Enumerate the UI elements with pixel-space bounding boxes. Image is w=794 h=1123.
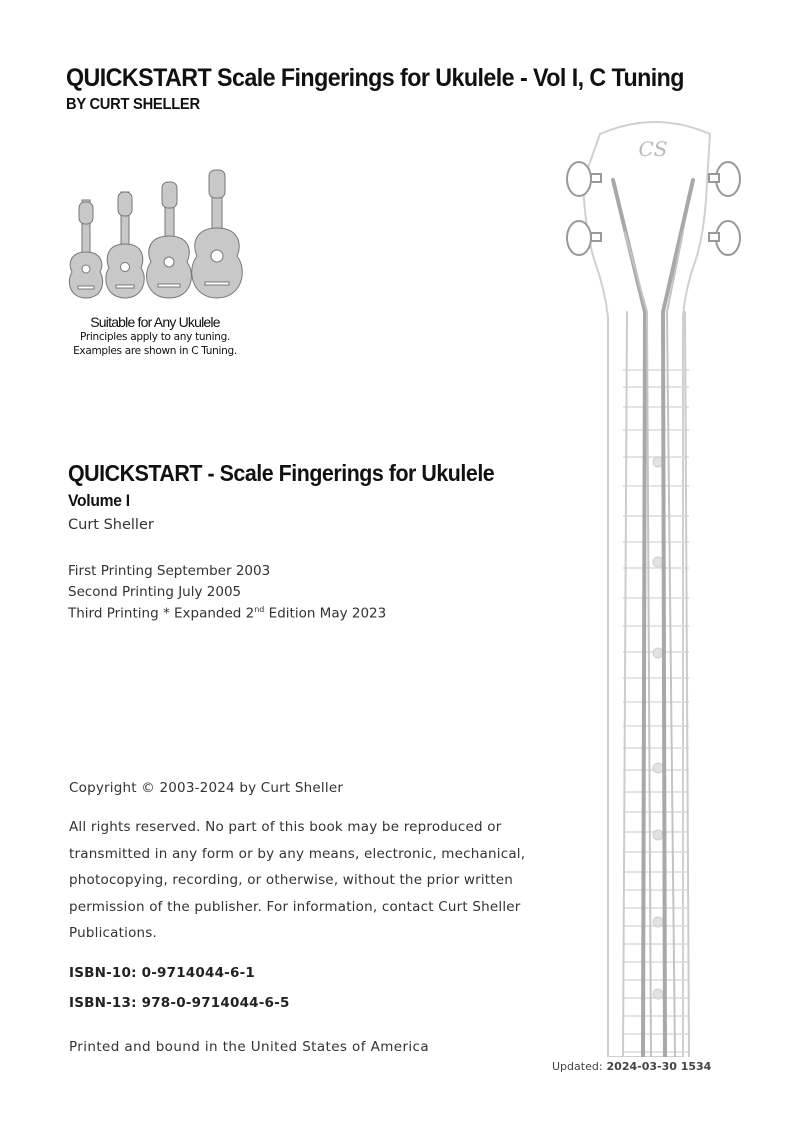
printing-third-sup: nd (254, 605, 265, 614)
printing-third (68, 605, 386, 622)
document-author: BY CURT SHELLER (66, 96, 200, 113)
cs-logo: CS (638, 137, 668, 161)
baritone-ukulele-icon (192, 170, 243, 298)
printing-third-suffix: Edition May 2023 (264, 605, 387, 622)
ukulele-caption (60, 314, 250, 358)
string-edge-right (685, 312, 689, 1057)
ukulele-neck-illustration (555, 112, 755, 1057)
document-title: QUICKSTART Scale Fingerings for Ukulele - Vol I, C Tuning (66, 64, 684, 92)
ukulele-sizes-illustration (62, 164, 248, 304)
updated-value: 2024-03-30 1534 (606, 1060, 712, 1073)
string-4 (667, 232, 683, 1057)
caption-heading: Suitable for Any Ukulele (90, 314, 220, 330)
printing-third-prefix: Third Printing * Expanded 2 (68, 605, 255, 622)
printed-in: Printed and bound in the United States of America (69, 1039, 430, 1055)
book-author: Curt Sheller (68, 517, 154, 533)
tenor-ukulele-icon (147, 182, 192, 298)
headstock-outline (583, 122, 710, 1057)
fretboard-frets (623, 370, 689, 1052)
rights-paragraph: All rights reserved. No part of this book may be reproduced or transmitted in any form or by any means, electronic, mechanical, photocopying, recording, or otherwise, without the prior written permission of the publisher. For information, contact Curt Sheller Publications. (69, 819, 526, 941)
printing-second: Second Printing July 2005 (68, 584, 242, 600)
caption-line: Examples are shown in C Tuning. (73, 345, 237, 357)
fret-markers (653, 457, 663, 999)
caption-line: Principles apply to any tuning. (79, 331, 231, 343)
soprano-ukulele-icon (69, 200, 102, 298)
updated-stamp (552, 1060, 711, 1073)
isbn-13: ISBN-13: 978-0-9714044-6-5 (69, 995, 290, 1011)
string-edge-left (623, 312, 627, 1057)
string-2 (625, 232, 651, 1057)
updated-label: Updated: (552, 1060, 603, 1073)
book-volume: Volume I (68, 491, 130, 510)
copyright-notice: Copyright © 2003-2024 by Curt Sheller (69, 780, 344, 796)
printing-first: First Printing September 2003 (68, 563, 271, 579)
tuning-pegs-icon (567, 162, 740, 255)
concert-ukulele-icon (106, 192, 144, 298)
book-title: QUICKSTART - Scale Fingerings for Ukulele (68, 460, 495, 486)
isbn-10: ISBN-10: 0-9714044-6-1 (69, 965, 255, 981)
